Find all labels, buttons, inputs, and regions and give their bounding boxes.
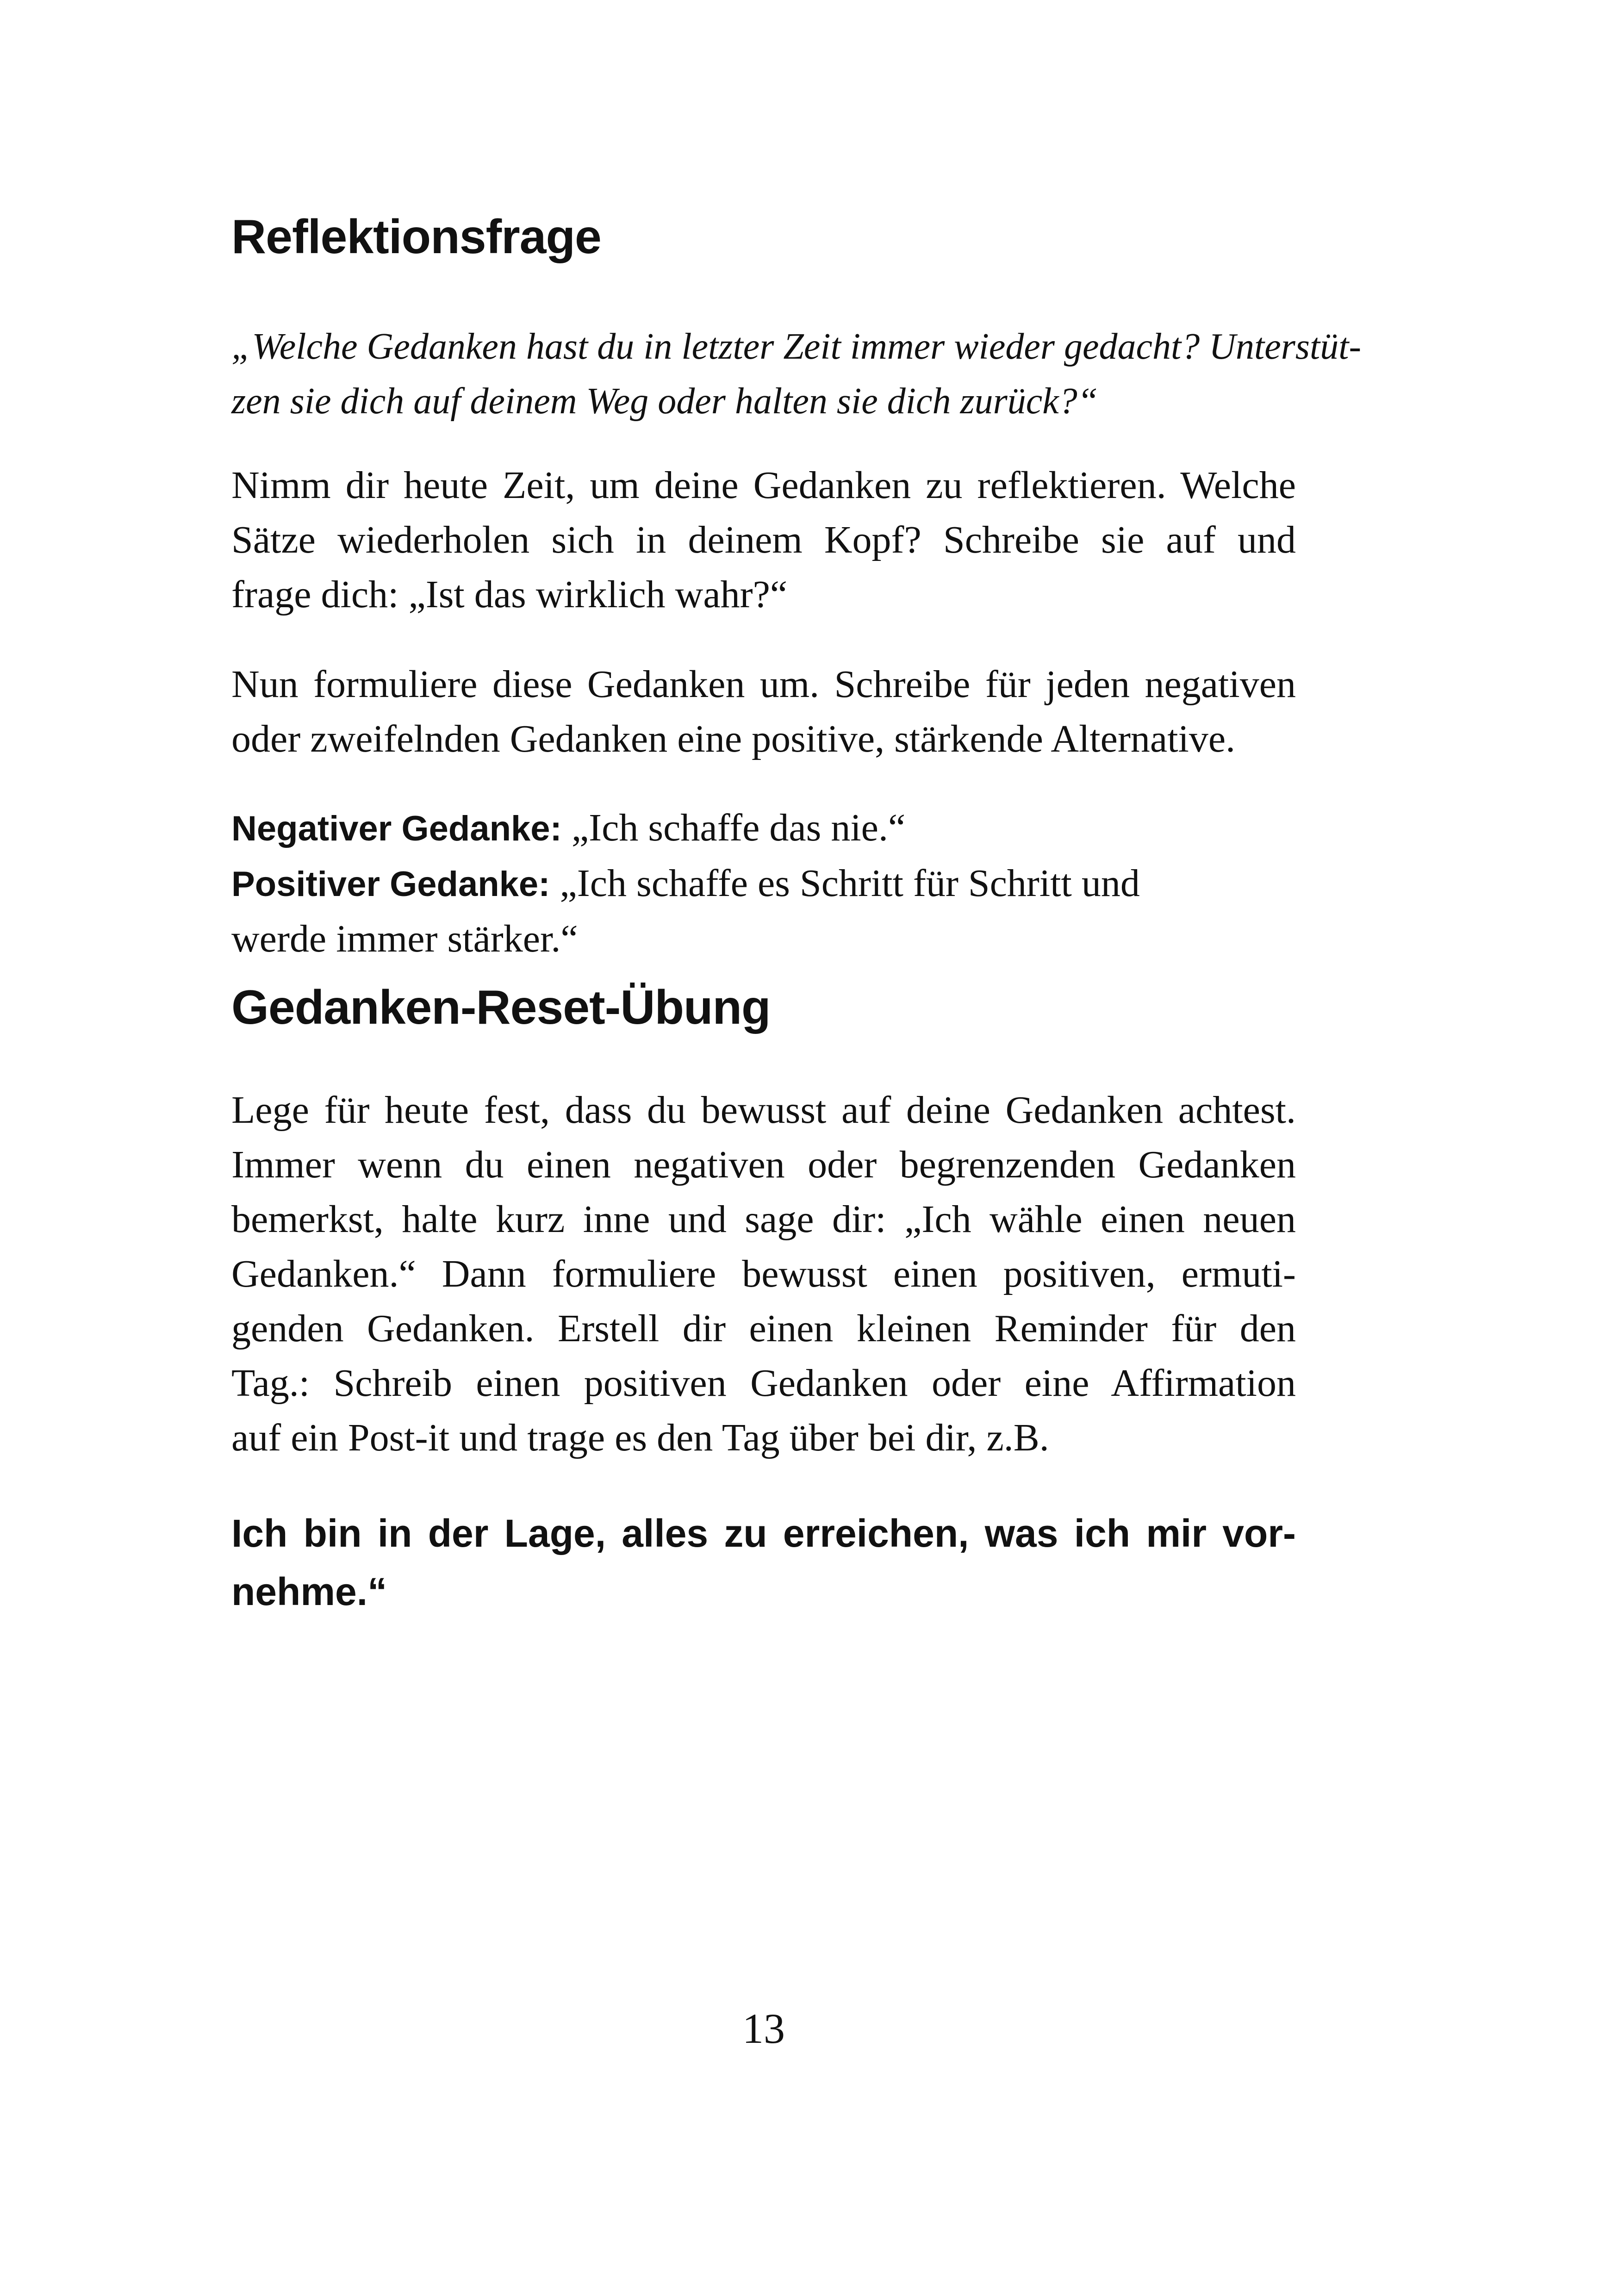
paragraph-2-line-1: Nun formuliere diese Gedanken um. Schreibe für jeden negativen	[231, 663, 1296, 706]
paragraph-3-line-3: bemerkst, halte kurz inne und sage dir: „Ich wähle einen neuen	[231, 1198, 1296, 1241]
heading-reflektionsfrage: Reflektionsfrage	[231, 210, 601, 264]
paragraph-1-line-3: frage dich: „Ist das wirklich wahr?“	[231, 573, 788, 616]
negative-example	[231, 801, 1296, 856]
positive-text-line-2: werde immer stärker.“	[231, 917, 578, 960]
paragraph-reset-exercise	[231, 1083, 1296, 1465]
quote-line-1: „Welche Gedanken hast du in letzter Zeit immer wieder gedacht? Unterstüt-	[231, 326, 1362, 367]
positive-example	[231, 856, 1296, 912]
document-page	[231, 0, 1362, 2296]
paragraph-3-line-1: Lege für heute fest, dass du bewusst auf deine Gedanken achtest.	[231, 1089, 1296, 1132]
paragraph-1-line-1: Nimm dir heute Zeit, um deine Gedanken zu reflektieren. Welche	[231, 464, 1296, 507]
closing-line-2: nehme.“	[231, 1570, 387, 1613]
positive-label: Positiver Gedanke:	[231, 865, 550, 904]
paragraph-3-line-2: Immer wenn du einen negativen oder begrenzenden Gedanken	[231, 1143, 1296, 1186]
page-number: 13	[742, 2005, 785, 2052]
paragraph-reflect	[231, 458, 1296, 622]
paragraph-3-line-4: Gedanken.“ Dann formuliere bewusst einen positiven, ermuti-	[231, 1252, 1296, 1295]
positive-text-line-1: „Ich schaffe es Schritt für Schritt und	[550, 862, 1140, 905]
thought-examples	[231, 801, 1296, 966]
heading-gedanken-reset: Gedanken-Reset-Übung	[231, 981, 771, 1034]
paragraph-1-line-2: Sätze wiederholen sich in deinem Kopf? Schreibe sie auf und	[231, 518, 1296, 561]
paragraph-3-line-6: Tag.: Schreib einen positiven Gedanken oder eine Affirmation	[231, 1362, 1296, 1405]
paragraph-reformulate	[231, 657, 1296, 766]
paragraph-2-line-2: oder zweifelnden Gedanken eine positive, stärkende Alternative.	[231, 717, 1236, 760]
paragraph-3-line-7: auf ein Post-it und trage es den Tag über bei dir, z.B.	[231, 1416, 1049, 1459]
negative-label: Negativer Gedanke:	[231, 809, 562, 848]
paragraph-3-line-5: genden Gedanken. Erstell dir einen kleinen Reminder für den	[231, 1307, 1296, 1350]
reflection-quote	[231, 319, 1362, 429]
quote-line-2: zen sie dich auf deinem Weg oder halten sie dich zurück?“	[231, 381, 1098, 422]
closing-affirmation	[231, 1504, 1296, 1621]
negative-text: „Ich schaffe das nie.“	[561, 806, 906, 849]
closing-line-1: Ich bin in der Lage, alles zu erreichen, was ich mir vor-	[231, 1512, 1296, 1555]
